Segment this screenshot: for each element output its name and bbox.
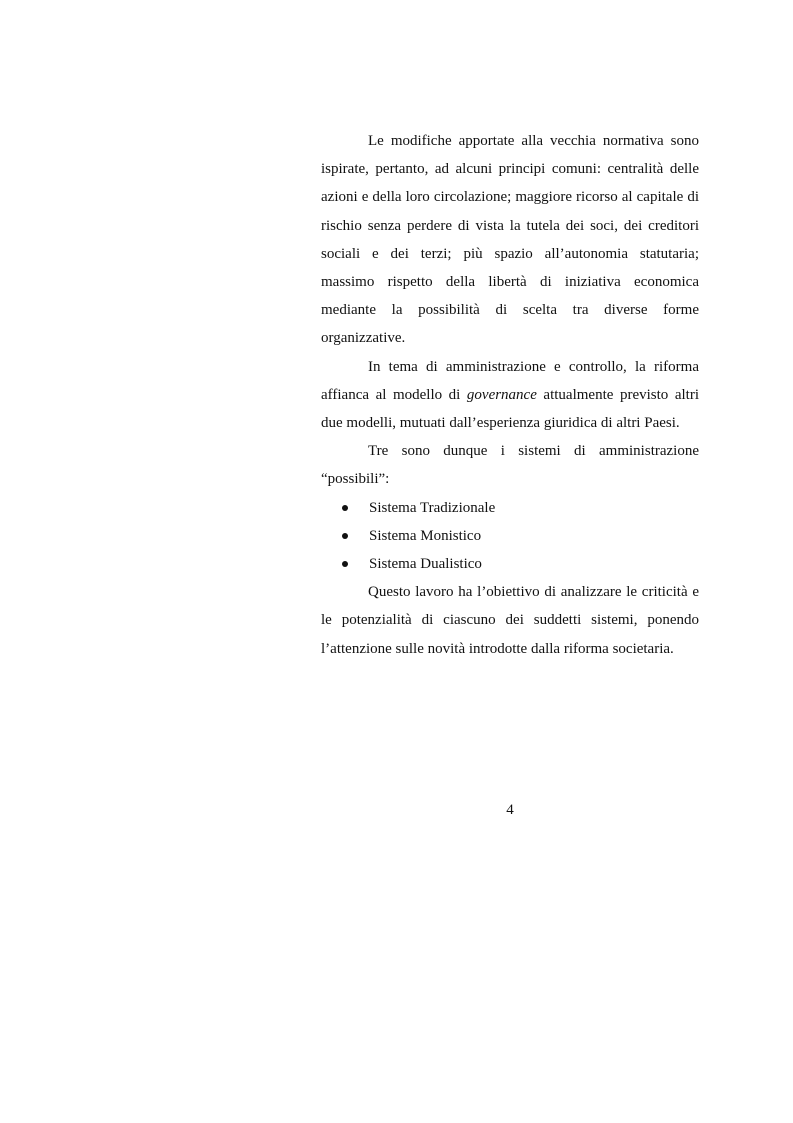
governance-term: governance bbox=[466, 386, 537, 403]
list-item bbox=[321, 494, 699, 522]
list-item bbox=[321, 550, 699, 578]
list-item-label: Sistema Tradizionale bbox=[369, 499, 496, 516]
bullet-icon bbox=[342, 505, 348, 511]
list-item-label: Sistema Monistico bbox=[369, 527, 482, 544]
paragraph-governance-text-start: In tema di amministrazione e controllo, la riforma affianca al modello di bbox=[321, 358, 699, 403]
bullet-icon bbox=[342, 533, 348, 539]
paragraph-governance-text-end: attualmente previsto altri due modelli, mutuati dall’esperienza giuridica di altri Paesi. bbox=[321, 386, 699, 432]
paragraph-principles: Le modifiche apportate alla vecchia normativa sono ispirate, pertanto, ad alcuni principi comuni: centralità delle azioni e della loro circolazione; maggiore ricorso al capitale di rischio senza perdere di vista la tutela dei soci, dei creditori sociali e dei terzi; più spazio all’autonomia statutaria; massimo rispetto della libertà di iniziativa economica mediante la possibilità di scelta tra diverse forme organizzative. bbox=[321, 133, 699, 347]
list-item bbox=[321, 522, 699, 550]
systems-list bbox=[321, 494, 699, 579]
list-item-label: Sistema Dualistico bbox=[369, 556, 482, 573]
paragraph-objective: Questo lavoro ha l’obiettivo di analizzare le criticità e le potenzialità di ciascuno dei suddetti sistemi, ponendo l’attenzione sulle novità introdotte dalla riforma societaria. bbox=[321, 584, 699, 657]
body-text bbox=[321, 127, 699, 663]
bullet-icon bbox=[342, 561, 348, 567]
paragraph-governance-models bbox=[321, 353, 699, 438]
page-number: 4 bbox=[506, 802, 514, 818]
paragraph-systems-intro: Tre sono dunque i sistemi di amministrazione “possibili”: bbox=[321, 443, 699, 488]
